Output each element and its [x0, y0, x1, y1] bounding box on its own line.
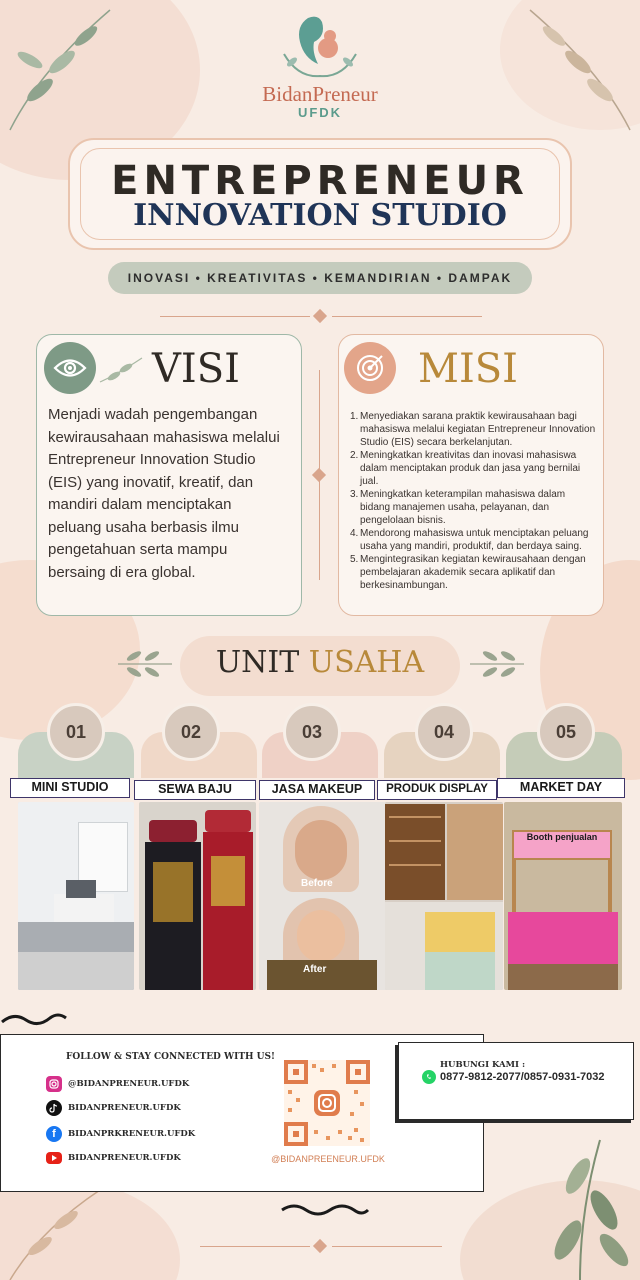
before-label: Before: [301, 878, 333, 889]
unit-label-produk-display: PRODUK DISPLAY: [377, 780, 497, 800]
social-row-facebook[interactable]: [46, 1126, 195, 1142]
unit-label-sewa-baju: SEWA BAJU: [134, 780, 256, 800]
center-diamond: [312, 468, 326, 482]
whatsapp-icon: [422, 1070, 436, 1084]
sewa-baju-photo: [139, 802, 256, 990]
misi-title: [418, 346, 518, 392]
qr-code[interactable]: [284, 1060, 370, 1146]
contact-title: HUBUNGI KAMI :: [440, 1060, 526, 1070]
misi-item: 4. Mendorong mahasiswa untuk menciptakan peluang usaha yang mandiri, produktif, dan berdaya saing.: [350, 528, 589, 552]
misi-item: 5. Mengintegrasikan kegiatan kewirausahaan dengan pembelajaran akademik secara aplikatif dan berkesinambungan.: [350, 554, 586, 591]
divider-diamond: [313, 309, 327, 323]
social-handle: @BIDANPRENEUR.UFDK: [68, 1079, 190, 1089]
unit-usaha-title: UNIT USAHA: [215, 645, 425, 680]
visi-title: VISI: [152, 346, 240, 392]
contact-phone: 0877-9812-2077/0857-0931-7032: [440, 1071, 605, 1083]
tagline-pill: INOVASI • KREATIVITAS • KEMANDIRIAN • DAMPAK: [108, 262, 532, 294]
produk-display-photo: [385, 802, 503, 990]
title-entrepreneur: ENTREPRENEUR: [111, 158, 529, 204]
misi-item: 1. Menyediakan sarana praktik kewirausahaan bagi mahasiswa melalui kegiatan Entrepreneur Innovation Studio (EIS) secara berkelanjutan.: [350, 411, 596, 448]
unit-label-market-day: MARKET DAY: [497, 778, 625, 798]
misi-title-text: MISI: [418, 346, 518, 392]
brand-sub: UFDK: [297, 105, 343, 120]
facebook-icon: f: [46, 1126, 62, 1142]
contact-phone-row[interactable]: [422, 1070, 605, 1084]
unit-number: 05: [537, 703, 595, 761]
misi-list: [350, 410, 596, 592]
misi-item: 3. Meningkatkan keterampilan mahasiswa dalam bidang manajemen usaha, pelayanan, dan pengelolaan bisnis.: [350, 489, 566, 526]
unit-number: 02: [162, 703, 220, 761]
social-handle: BIDANPRENEUR.UFDK: [68, 1153, 181, 1163]
instagram-icon: [46, 1076, 62, 1092]
unit-number: 03: [283, 703, 341, 761]
eye-icon: [44, 342, 96, 394]
unit-number: 04: [415, 703, 473, 761]
follow-title: FOLLOW & STAY CONNECTED WITH US!: [66, 1052, 275, 1062]
bottom-divider-diamond: [313, 1239, 327, 1253]
youtube-icon: [46, 1152, 62, 1164]
visi-leaf-ornament: [98, 352, 144, 388]
divider-left: [160, 316, 310, 317]
social-handle: BIDANPRKRENEUR.UFDK: [68, 1129, 196, 1139]
market-day-photo: [504, 802, 622, 990]
qr-handle: @BIDANPREENEUR.UFDK: [271, 1154, 385, 1164]
visi-text: Menjadi wadah pengembangan kewirausahaan mahasiswa melalui Entrepreneur Innovation Studio (EIS) yang inovatif, kreatif, dan mandiri dalam menciptakan peluang usaha berbasis ilmu pengetahuan serta mampu bersaing di era global.: [48, 406, 280, 581]
booth-sign: Booth penjualan: [526, 832, 598, 842]
social-row-youtube[interactable]: [46, 1152, 181, 1164]
unit-label-jasa-makeup: JASA MAKEUP: [259, 780, 375, 800]
target-icon: [344, 342, 396, 394]
leaf-decoration-bottom-left: [0, 1180, 110, 1280]
bottom-divider-left: [200, 1246, 310, 1247]
brand-name: BidanPreneur: [262, 82, 378, 106]
squiggle-bottom: [280, 1200, 370, 1220]
after-label: After: [303, 964, 327, 975]
unit-number: 01: [47, 703, 105, 761]
social-row-instagram[interactable]: [46, 1076, 189, 1092]
unit-label-mini-studio: MINI STUDIO: [10, 778, 130, 798]
bidanpreneur-logo-icon: [278, 8, 362, 80]
title-innovation-studio: INNOVATION STUDIO: [133, 198, 507, 233]
social-handle: BIDANPRENEUR.UFDK: [68, 1103, 181, 1113]
squiggle-left: [0, 1010, 70, 1030]
leaf-decoration-bottom-right: [520, 1130, 640, 1280]
jasa-makeup-photo: [259, 802, 387, 990]
social-row-tiktok[interactable]: [46, 1100, 181, 1116]
tiktok-icon: [46, 1100, 62, 1116]
mini-studio-photo: [18, 802, 134, 990]
divider-right: [332, 316, 482, 317]
bottom-divider-right: [332, 1246, 442, 1247]
leaf-ornament-right: [468, 646, 528, 682]
misi-item: 2. Meningkatkan kreativitas dan inovasi mahasiswa dalam menciptakan produk dan jasa yang bernilai jual.: [350, 450, 581, 487]
